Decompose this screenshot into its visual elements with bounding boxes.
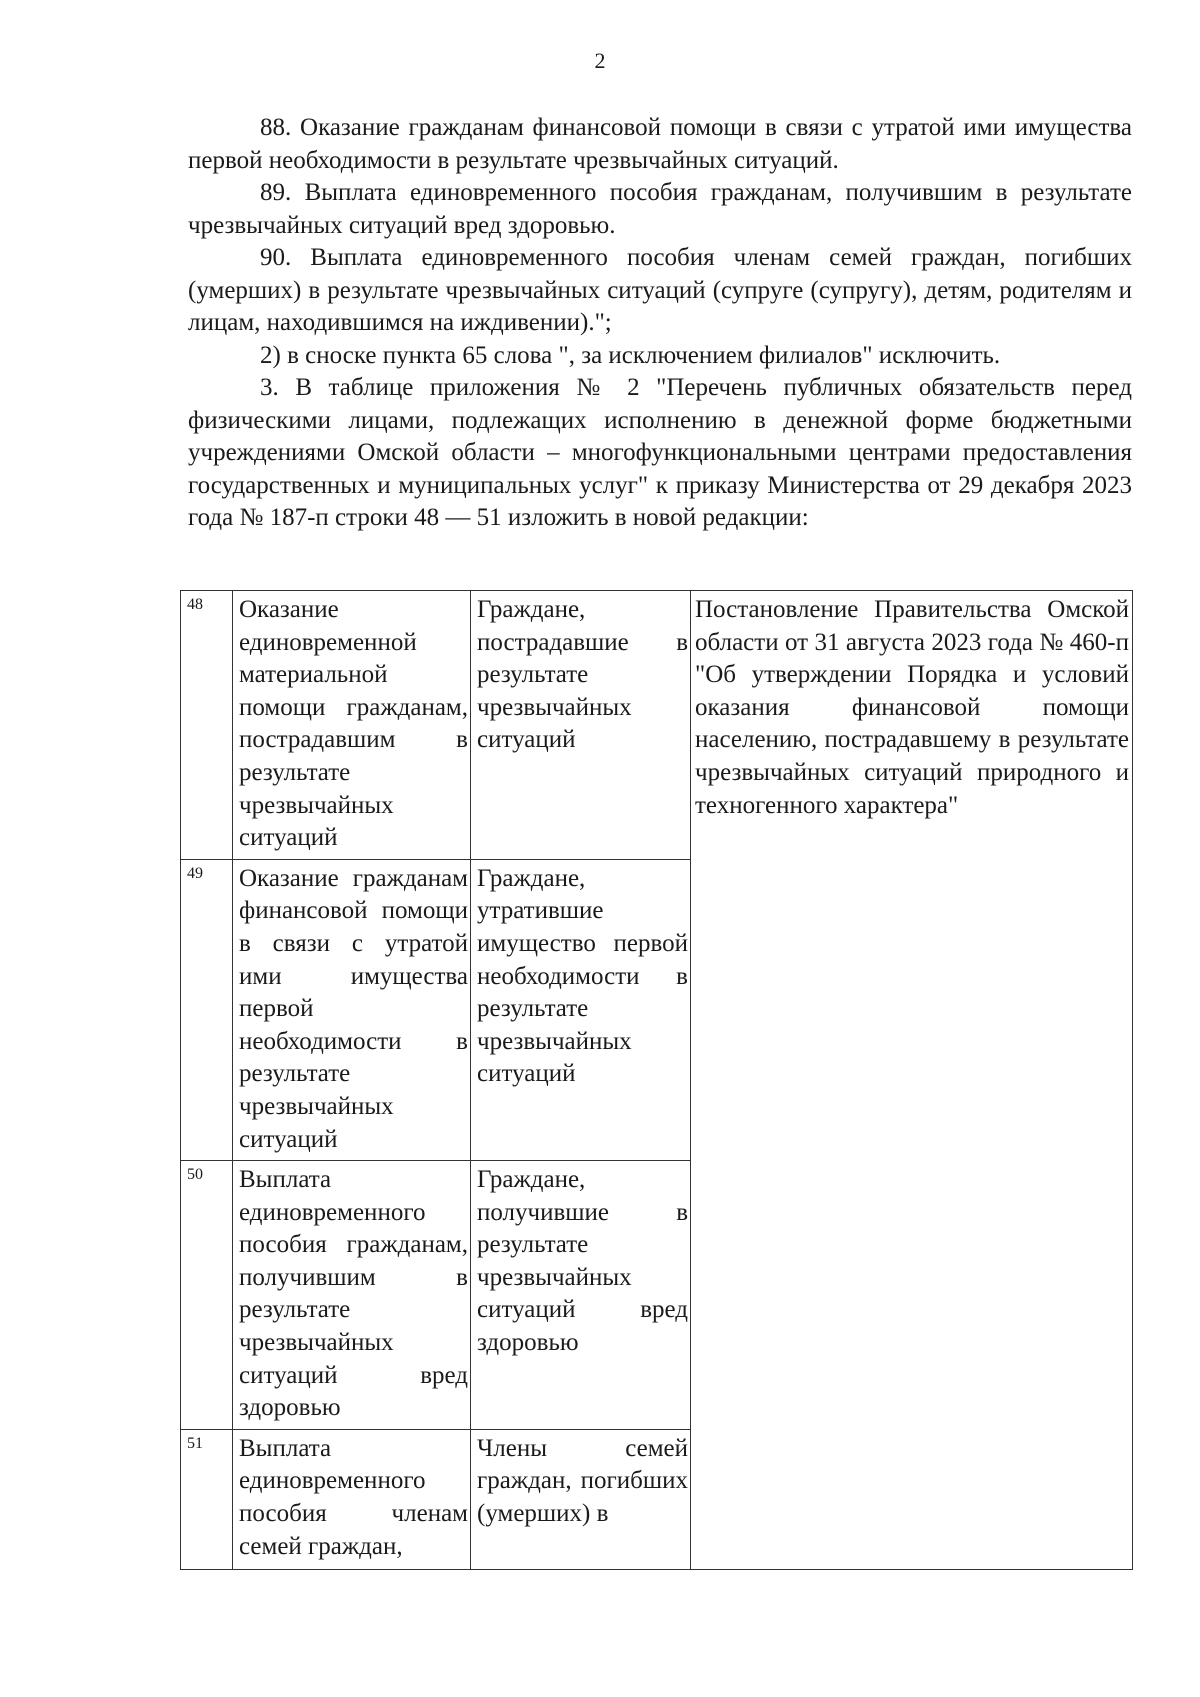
recipient-category: Граждане, утратившие имущество первой необходимости в результате чрезвычайных ситуаций — [471, 859, 691, 1160]
row-number: 50 — [181, 1161, 233, 1430]
obligation-name: Оказание гражданам финансовой помощи в связи с утратой ими имущества первой необходимости в результате чрезвычайных ситуаций — [233, 859, 471, 1160]
obligation-name: Выплата единовременного пособия членам семей граждан, — [233, 1429, 471, 1569]
table-row — [181, 591, 1133, 860]
paragraph-88: 88. Оказание гражданам финансовой помощи в связи с утратой ими имущества первой необходимости в результате чрезвычайных ситуаций. — [188, 114, 1132, 174]
legal-basis: Постановление Правительства Омской области от 31 августа 2023 года № 460-п "Об утверждении Порядка и условий оказания финансовой помощи населению, пострадавшему в результате чрезвычайных ситуаций природного и техногенного характера" — [691, 591, 1133, 1570]
body-text — [188, 112, 1132, 535]
paragraph-footnote-change: 2) в сноске пункта 65 слова ", за исключением филиалов" исключить. — [260, 341, 1001, 369]
paragraph-table-change: 3. В таблице приложения № 2 "Перечень публичных обязательств перед физическими лицами, подлежащих исполнению в денежной форме бюджетными учреждениями Омской области – многофункциональными центрами предоставления государственных и муниципальных услуг" к приказу Министерства от 29 декабря 2023 года № 187-п строки 48 — 51 изложить в новой редакции: — [188, 374, 1132, 531]
page-number: 2 — [594, 48, 606, 73]
row-number: 51 — [181, 1429, 233, 1569]
recipient-category: Граждане, пострадавшие в результате чрезвычайных ситуаций — [471, 591, 691, 860]
recipient-category: Члены семей граждан, погибших (умерших) в — [471, 1429, 691, 1569]
obligations-table — [180, 590, 1133, 1570]
row-number: 49 — [181, 859, 233, 1160]
paragraph-89: 89. Выплата единовременного пособия гражданам, получившим в результате чрезвычайных ситуаций вред здоровью. — [188, 179, 1132, 239]
recipient-category: Граждане, получившие в результате чрезвычайных ситуаций вред здоровью — [471, 1161, 691, 1430]
obligation-name: Выплата единовременного пособия гражданам, получившим в результате чрезвычайных ситуаций вред здоровью — [233, 1161, 471, 1430]
paragraph-90: 90. Выплата единовременного пособия членам семей граждан, погибших (умерших) в результате чрезвычайных ситуаций (супруге (супругу), детям, родителям и лицам, находившимся на иждивении)."; — [188, 244, 1132, 336]
obligation-name: Оказание единовременной материальной помощи гражданам, пострадавшим в результате чрезвычайных ситуаций — [233, 591, 471, 860]
row-number: 48 — [181, 591, 233, 860]
